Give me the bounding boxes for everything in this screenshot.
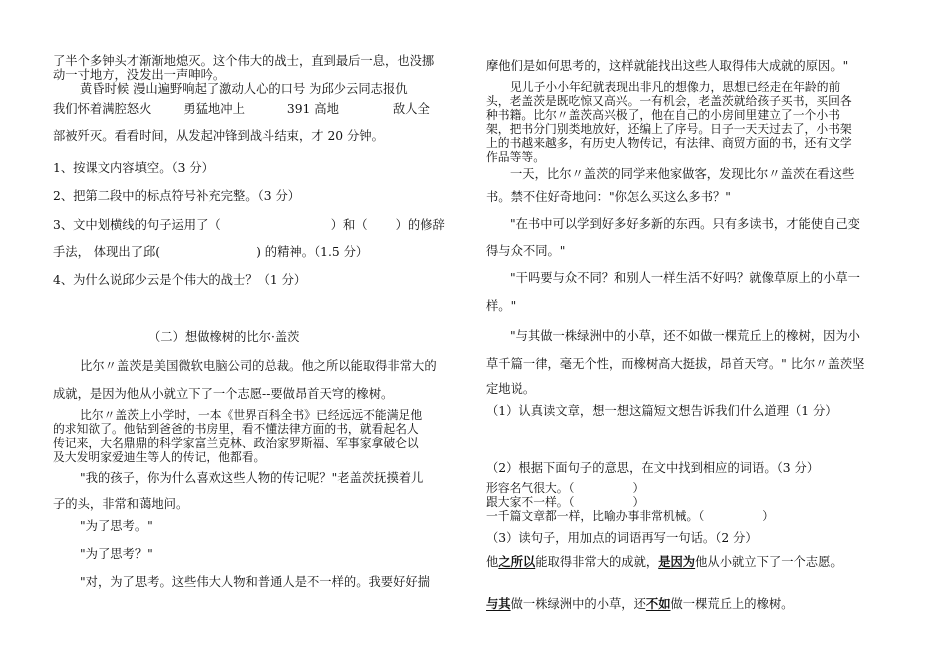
vocab-item: 形容名气很大。（ ） (486, 481, 645, 495)
dialogue-line: "为了思考。" (80, 519, 153, 533)
slogan-line-2: 我们怀着满腔怒火 勇猛地冲上 391 高地 敌人全 (53, 102, 430, 116)
question-3-cont: 手法， 体现出了邱( ) 的精神。（1.5 分） (53, 245, 369, 259)
dialogue-line: "对，为了思考。这些伟大人物和普通人是不一样的。我要好好揣 (80, 575, 430, 589)
paragraph-line: 定地说。 (486, 382, 536, 396)
paragraph-line: 的求知欲了。他钻到爸爸的书房里，看不懂法律方面的书，就看起名人 (53, 422, 419, 436)
vocab-item: 一千篇文章都一样，比喻办事非常机械。（ ） (486, 509, 775, 523)
slogan-line: 黄昏时候 漫山遍野响起了激动人心的口号 为邱少云同志报仇 (80, 82, 408, 96)
paragraph-line: 书。禁不住好奇地问："你怎么买这么多书？" (486, 190, 731, 204)
dialogue-line: "为了思考？" (80, 547, 153, 561)
question-r3: （3）读句子，用加点的词语再写一句话。（2 分） (486, 531, 758, 545)
paragraph-line: 比尔〃盖茨是美国微软电脑公司的总裁。他之所以能取得非常大的 (80, 359, 437, 373)
paragraph-line: 部被歼灭。看看时间，从发起冲锋到战斗结束，才 20 分钟。 (53, 129, 384, 143)
question-r1: （1）认真读文章，想一想这篇短文想告诉我们什么道理（1 分） (486, 404, 838, 418)
paragraph-line: 得与众不同。" (486, 244, 566, 258)
example-sentence-1: 他之所以能取得非常大的成就，是因为他从小就立下了一个志愿。 (486, 554, 843, 569)
keyword: 是因为 (658, 554, 696, 569)
paragraph-line: 上的书越来越多，有历史人物传记，有法律、商贸方面的书，还有文学 (486, 136, 852, 150)
paragraph-line: 种书籍。比尔〃盖茨高兴极了，他在自己的小房间里建立了一个小书 (486, 108, 840, 122)
paragraph-line: 一天，比尔〃盖茨的同学来他家做客，发现比尔〃盖茨在看这些 (510, 167, 855, 181)
question-1: 1、按课文内容填空。（3 分） (53, 161, 214, 175)
question-3: 3、文中划横线的句子运用了（ ）和（ ）的修辞 (53, 218, 445, 232)
question-r2: （2）根据下面句子的意思，在文中找到相应的词语。（3 分） (486, 461, 820, 475)
paragraph-line: 草千篇一律，毫无个性，而橡树高大挺拔，昂首天穹。" 比尔〃盖茨坚 (486, 357, 865, 371)
question-2: 2、把第二段中的标点符号补充完整。（3 分） (53, 189, 301, 203)
paragraph-line: "我的孩子，你为什么喜欢这些人物的传记呢？"老盖茨抚摸着儿 (80, 471, 424, 485)
paragraph-line: "在书中可以学到好多好多新的东西。只有多读书，才能使自己变 (510, 217, 860, 231)
paragraph-line: 了半个多钟头才渐渐地熄灭。这个伟大的战士，直到最后一息，也没挪 (53, 54, 435, 68)
example-sentence-2: 与其做一株绿洲中的小草，还不如做一棵荒丘上的橡树。 (486, 596, 794, 611)
paragraph-line: 摩他们是如何思考的，这样就能找出这些人取得伟大成就的原因。" (486, 59, 849, 73)
paragraph-line: 成就，是因为他从小就立下了一个志愿--要做昂首天穹的橡树。 (53, 387, 394, 401)
paragraph-line: 比尔〃盖茨上小学时，一本《世界百科全书》已经远远不能满足他 (80, 408, 423, 422)
vocab-item: 跟大家不一样。（ ） (486, 495, 645, 509)
paragraph-line: 动一寸地方，没发出一声呻吟。 (53, 68, 226, 82)
section-title: （二）想做橡树的比尔·盖茨 (148, 330, 300, 344)
paragraph-line: 作品等等。 (486, 150, 545, 164)
paragraph-line: 子的头，非常和蔼地问。 (53, 497, 189, 511)
paragraph-line: 样。" (486, 299, 517, 313)
paragraph-line: 见儿子小小年纪就表现出非凡的想像力，思想已经走在年龄的前 (510, 80, 841, 94)
paragraph-line: 传记来，大名鼎鼎的科学家富兰克林、政治家罗斯福、军事家拿破仑以 (53, 436, 419, 450)
paragraph-line: "与其做一株绿洲中的小草，还不如做一棵荒丘上的橡树，因为小 (510, 329, 860, 343)
paragraph-line: 及大发明家爱迪生等人的传记，他都看。 (53, 450, 266, 464)
keyword: 之所以 (498, 554, 536, 569)
keyword: 不如 (645, 596, 671, 611)
question-4: 4、为什么说邱少云是个伟大的战士？（1 分） (53, 273, 307, 287)
paragraph-line: 头，老盖茨是既吃惊又高兴。一有机会，老盖茨就给孩子买书，买回各 (486, 94, 852, 108)
paragraph-line: "干吗要与众不同？和别人一样生活不好吗？就像草原上的小草一 (510, 271, 860, 285)
keyword: 与其 (486, 596, 511, 611)
paragraph-line: 架，把书分门别类地放好，还编上了序号。日子一天天过去了，小书架 (486, 122, 852, 136)
